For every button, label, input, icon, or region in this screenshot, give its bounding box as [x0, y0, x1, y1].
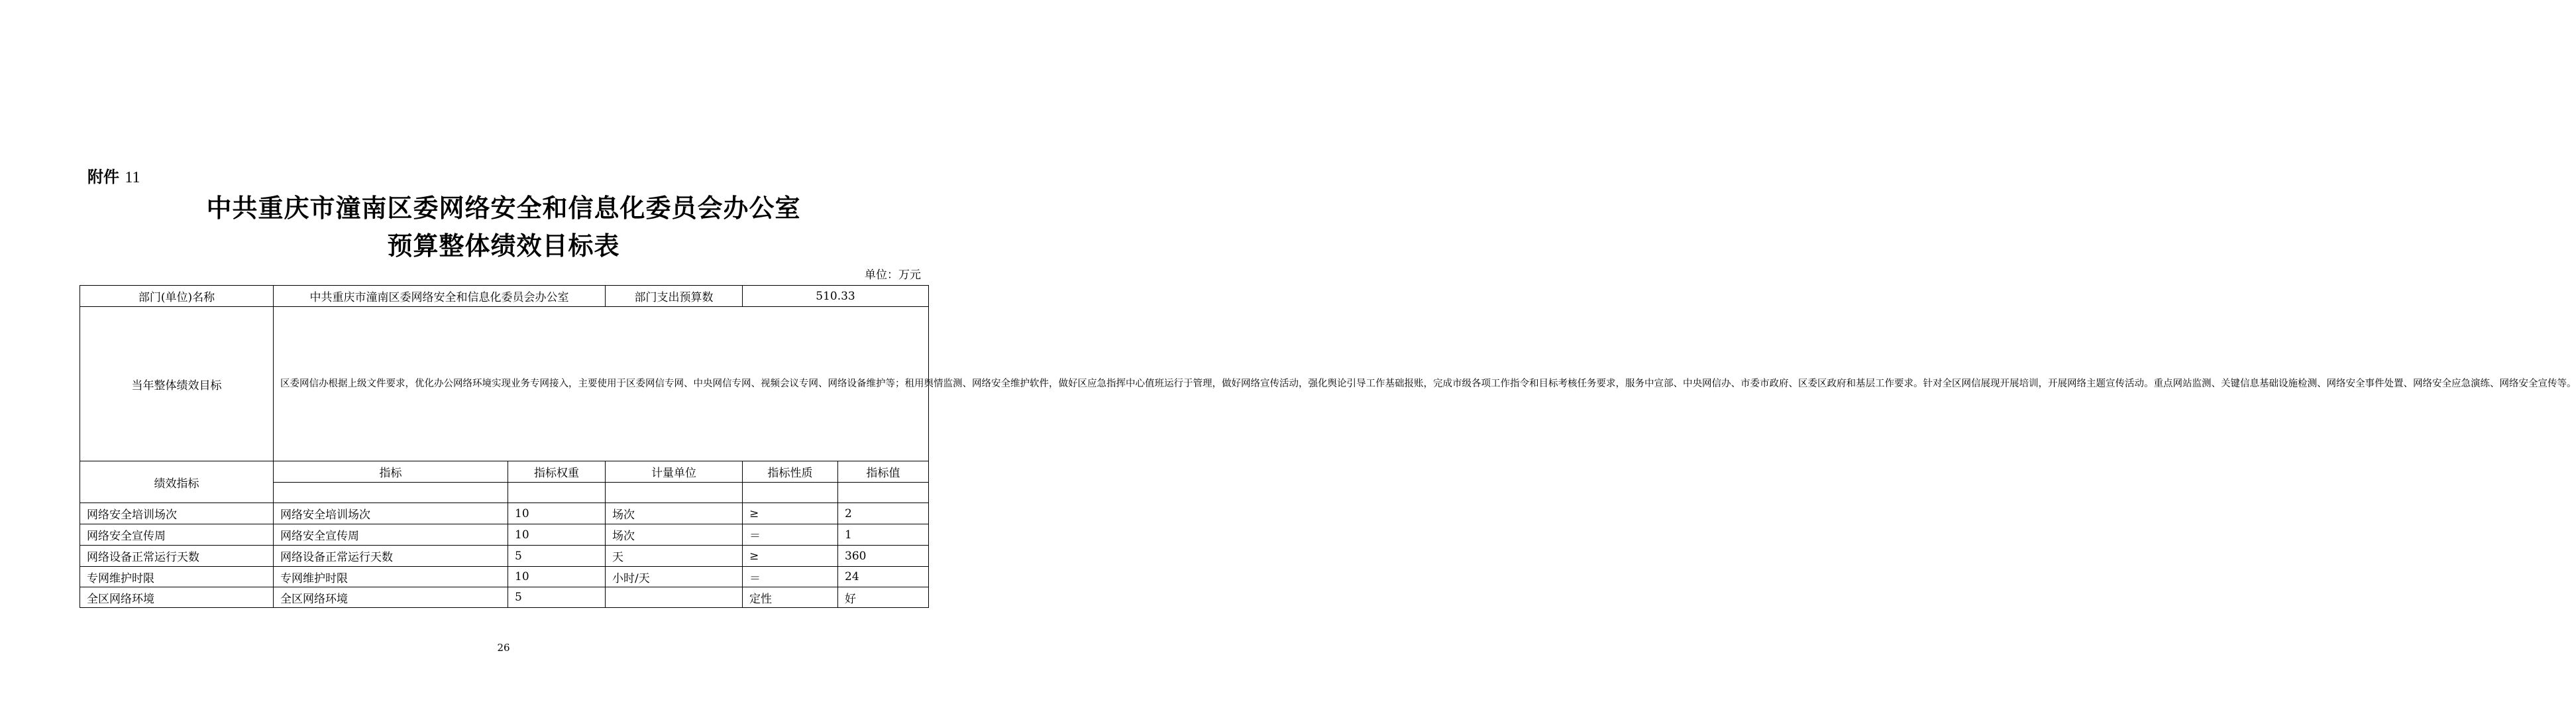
table-row	[80, 546, 929, 567]
row-nature: ≥	[743, 546, 838, 567]
budget-value: 510.33	[743, 286, 929, 307]
col-header-unit: 计量单位	[606, 461, 743, 483]
row-nature: ＝	[743, 524, 838, 546]
table-row	[80, 567, 929, 587]
performance-table	[80, 285, 2576, 608]
row-name: 网络安全培训场次	[80, 503, 274, 524]
row-name: 专网维护时限	[80, 567, 274, 587]
row-indicator: 全区网络环境	[274, 587, 508, 608]
document-title-line2: 预算整体绩效目标表	[387, 231, 620, 261]
row-unit	[606, 587, 743, 608]
row-name: 全区网络环境	[80, 587, 274, 608]
row-indicator: 网络安全宣传周	[274, 524, 508, 546]
row-value: 2	[838, 503, 929, 524]
row-weight: 10	[508, 524, 606, 546]
row-indicator: 网络设备正常运行天数	[274, 546, 508, 567]
blank-cell	[606, 483, 743, 503]
goal-row	[80, 307, 929, 461]
col-header-weight: 指标权重	[508, 461, 606, 483]
budget-label: 部门支出预算数	[606, 286, 743, 307]
table-row	[80, 587, 929, 608]
indicator-section-label: 绩效指标	[80, 461, 274, 503]
row-unit: 场次	[606, 524, 743, 546]
row-indicator: 网络安全培训场次	[274, 503, 508, 524]
attachment-number: 11	[125, 169, 140, 186]
dept-name: 中共重庆市潼南区委网络安全和信息化委员会办公室	[274, 286, 606, 307]
attachment-word: 附件	[87, 168, 119, 186]
row-weight: 10	[508, 503, 606, 524]
row-value: 好	[838, 587, 929, 608]
row-weight: 5	[508, 587, 606, 608]
goal-text: 区委网信办根据上级文件要求，优化办公网络环境实现业务专网接入，主要使用于区委网信专网、中央网信专网、视频会议专网、网络设备维护等；租用舆情监测、网络安全维护软件，做好区应急指挥中心值班运行于管理，做好网络宣传活动，强化舆论引导工作基础报账，完成市级各项工作指令和目标考核任务要求，服务中宣部、中央网信办、市委市政府、区委区政府和基层工作要求。针对全区网信展现开展培训，开展网络主题宣传活动。重点网站监测、关键信息基础设施检测、网络安全事件处置、网络安全应急演练、网络安全宣传等。	[274, 307, 929, 461]
row-value: 24	[838, 567, 929, 587]
row-nature: ＝	[743, 567, 838, 587]
row-value: 1	[838, 524, 929, 546]
row-weight: 5	[508, 546, 606, 567]
dept-label: 部门(单位)名称	[80, 286, 274, 307]
page-number: 26	[497, 642, 510, 654]
goal-label: 当年整体绩效目标	[80, 307, 274, 461]
row-unit: 小时/天	[606, 567, 743, 587]
indicator-header-row	[80, 461, 929, 483]
unit-label: 单位：万元	[865, 268, 921, 282]
row-weight: 10	[508, 567, 606, 587]
blank-cell	[743, 483, 838, 503]
table-row	[80, 503, 929, 524]
col-header-indicator: 指标	[274, 461, 508, 483]
row-indicator: 专网维护时限	[274, 567, 508, 587]
col-header-value: 指标值	[838, 461, 929, 483]
col-header-nature: 指标性质	[743, 461, 838, 483]
row-nature: 定性	[743, 587, 838, 608]
row-unit: 场次	[606, 503, 743, 524]
table-row	[80, 524, 929, 546]
row-value: 360	[838, 546, 929, 567]
row-name: 网络安全宣传周	[80, 524, 274, 546]
row-unit: 天	[606, 546, 743, 567]
blank-cell	[508, 483, 606, 503]
blank-cell	[838, 483, 929, 503]
blank-cell	[274, 483, 508, 503]
row-name: 网络设备正常运行天数	[80, 546, 274, 567]
attachment-label	[87, 166, 140, 189]
document-title-line1: 中共重庆市潼南区委网络安全和信息化委员会办公室	[206, 194, 801, 223]
row-nature: ≥	[743, 503, 838, 524]
header-row	[80, 286, 929, 307]
